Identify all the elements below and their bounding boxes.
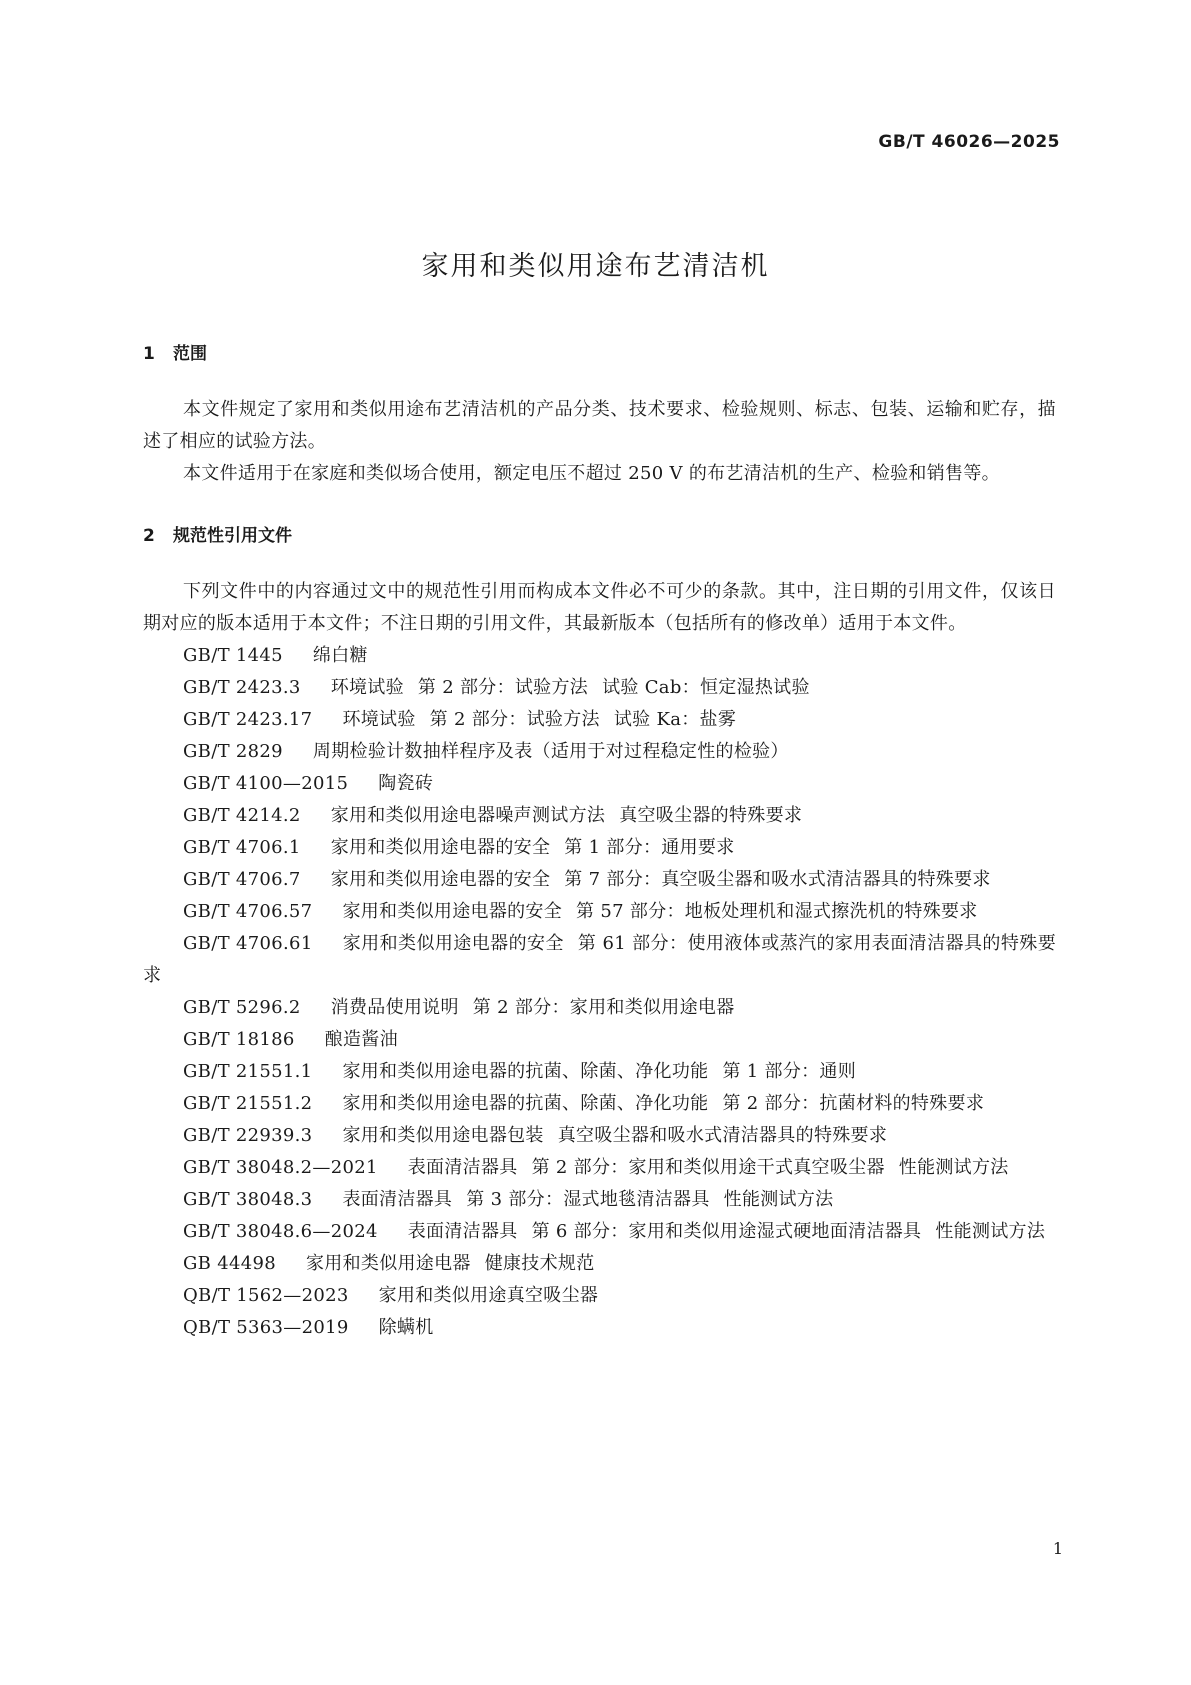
section-title: 范围 xyxy=(173,344,207,364)
standard-code: GB/T 46026—2025 xyxy=(878,132,1060,152)
reference-title-part: 性能测试方法 xyxy=(723,1189,834,1210)
reference-item xyxy=(143,1312,1056,1344)
reference-item xyxy=(143,1280,1056,1312)
reference-title-part: 第 1 部分：通则 xyxy=(722,1061,857,1082)
section-title: 规范性引用文件 xyxy=(173,526,292,546)
reference-code: GB/T 38048.3 xyxy=(183,1189,313,1210)
reference-title-part: 家用和类似用途真空吸尘器 xyxy=(378,1285,599,1306)
page-number: 1 xyxy=(1052,1539,1063,1558)
reference-code: GB/T 2423.3 xyxy=(183,677,301,698)
reference-title-part: 表面清洁器具 xyxy=(407,1221,518,1242)
reference-title-part: 家用和类似用途电器噪声测试方法 xyxy=(330,805,606,826)
document-title: 家用和类似用途布艺清洁机 xyxy=(421,251,770,282)
reference-code: QB/T 1562—2023 xyxy=(183,1285,349,1306)
reference-title-part: 家用和类似用途电器的抗菌、除菌、净化功能 xyxy=(342,1061,709,1082)
reference-title-part: 陶瓷砖 xyxy=(378,773,434,794)
reference-item xyxy=(143,992,1056,1024)
reference-code: GB/T 22939.3 xyxy=(183,1125,313,1146)
document-body xyxy=(143,344,1057,1344)
reference-title-part: 第 1 部分：通用要求 xyxy=(564,837,735,858)
section-heading-scope xyxy=(143,340,1056,368)
reference-title-part: 第 2 部分：家用和类似用途干式真空吸尘器 xyxy=(531,1157,885,1178)
reference-title-part: 表面清洁器具 xyxy=(342,1189,453,1210)
reference-title-part: 酿造酱油 xyxy=(324,1029,398,1050)
reference-item xyxy=(143,896,1056,928)
reference-list xyxy=(143,640,1056,1344)
reference-title-part: 第 2 部分：家用和类似用途电器 xyxy=(472,997,735,1018)
reference-title-part: 真空吸尘器的特殊要求 xyxy=(619,805,803,826)
reference-code: GB/T 38048.6—2024 xyxy=(183,1221,378,1242)
reference-title-part: 试验 Cab：恒定湿热试验 xyxy=(602,677,810,698)
reference-title-part: 第 7 部分：真空吸尘器和吸水式清洁器具的特殊要求 xyxy=(564,869,991,890)
reference-title-part: 试验 Ka：盐雾 xyxy=(613,709,737,730)
reference-title-part: 第 3 部分：湿式地毯清洁器具 xyxy=(466,1189,710,1210)
reference-title-part: 第 2 部分：试验方法 xyxy=(429,709,600,730)
reference-item xyxy=(143,640,1056,672)
reference-item xyxy=(143,1216,1056,1248)
reference-item xyxy=(143,928,1056,992)
reference-item xyxy=(143,1024,1056,1056)
reference-title-part: 真空吸尘器和吸水式清洁器具的特殊要求 xyxy=(557,1125,888,1146)
reference-item xyxy=(143,1152,1056,1184)
reference-title-part: 第 57 部分：地板处理机和湿式擦洗机的特殊要求 xyxy=(576,901,978,922)
reference-title-part: 周期检验计数抽样程序及表（适用于对过程稳定性的检验） xyxy=(312,741,789,762)
references-intro-paragraph: 下列文件中的内容通过文中的规范性引用而构成本文件必不可少的条款。其中，注日期的引用文件，仅该日期对应的版本适用于本文件；不注日期的引用文件，其最新版本（包括所有的修改单）适用于本文件。 xyxy=(143,581,1056,634)
reference-code: GB/T 4706.57 xyxy=(183,901,313,922)
reference-item xyxy=(143,832,1056,864)
reference-code: GB/T 2829 xyxy=(183,741,283,762)
section-heading-normative-references xyxy=(143,522,1056,550)
reference-code: GB/T 18186 xyxy=(183,1029,295,1050)
scope-paragraph: 本文件规定了家用和类似用途布艺清洁机的产品分类、技术要求、检验规则、标志、包装、运输和贮存，描述了相应的试验方法。 xyxy=(143,399,1056,452)
reference-code: GB/T 4214.2 xyxy=(183,805,301,826)
section-number: 2 xyxy=(143,526,155,546)
reference-title-part: 环境试验 xyxy=(330,677,404,698)
reference-title-part: 家用和类似用途电器包装 xyxy=(342,1125,544,1146)
reference-item xyxy=(143,1056,1056,1088)
reference-title-part: 家用和类似用途电器 xyxy=(306,1253,471,1274)
reference-title-part: 健康技术规范 xyxy=(484,1253,595,1274)
reference-item xyxy=(143,672,1056,704)
reference-title-part: 环境试验 xyxy=(342,709,416,730)
reference-code: QB/T 5363—2019 xyxy=(183,1317,349,1338)
reference-code: GB/T 4100—2015 xyxy=(183,773,349,794)
reference-code: GB/T 4706.61 xyxy=(183,933,313,954)
reference-title-part: 第 2 部分：试验方法 xyxy=(417,677,589,698)
reference-code: GB/T 2423.17 xyxy=(183,709,313,730)
reference-item xyxy=(143,736,1056,768)
reference-title-part: 第 6 部分：家用和类似用途湿式硬地面清洁器具 xyxy=(531,1221,922,1242)
reference-title-part: 除螨机 xyxy=(378,1317,434,1338)
reference-item xyxy=(143,800,1056,832)
reference-code: GB 44498 xyxy=(183,1253,276,1274)
reference-title-part: 性能测试方法 xyxy=(898,1157,1009,1178)
reference-title-part: 第 61 部分：使用液体或蒸汽的家用表面清洁器具的特殊要求 xyxy=(143,933,1057,986)
section-number: 1 xyxy=(143,344,155,364)
reference-title-part: 绵白糖 xyxy=(312,645,368,666)
reference-code: GB/T 21551.1 xyxy=(183,1061,313,1082)
reference-item xyxy=(143,1248,1056,1280)
reference-title-part: 性能测试方法 xyxy=(935,1221,1046,1242)
reference-title-part: 表面清洁器具 xyxy=(407,1157,518,1178)
reference-title-part: 家用和类似用途电器的抗菌、除菌、净化功能 xyxy=(342,1093,709,1114)
reference-title-part: 家用和类似用途电器的安全 xyxy=(330,869,551,890)
reference-item xyxy=(143,1184,1056,1216)
reference-title-part: 家用和类似用途电器的安全 xyxy=(342,901,563,922)
reference-item xyxy=(143,1088,1056,1120)
reference-title-part: 第 2 部分：抗菌材料的特殊要求 xyxy=(722,1093,985,1114)
reference-item xyxy=(143,768,1056,800)
reference-title-part: 家用和类似用途电器的安全 xyxy=(330,837,551,858)
reference-item xyxy=(143,1120,1056,1152)
reference-code: GB/T 4706.1 xyxy=(183,837,301,858)
reference-title-part: 消费品使用说明 xyxy=(330,997,459,1018)
reference-code: GB/T 5296.2 xyxy=(183,997,301,1018)
reference-code: GB/T 1445 xyxy=(183,645,283,666)
reference-item xyxy=(143,864,1056,896)
reference-item xyxy=(143,704,1056,736)
reference-title-part: 家用和类似用途电器的安全 xyxy=(342,933,564,954)
scope-paragraph: 本文件适用于在家庭和类似场合使用，额定电压不超过 250 V 的布艺清洁机的生产、检验和销售等。 xyxy=(183,463,1000,484)
reference-code: GB/T 4706.7 xyxy=(183,869,301,890)
reference-code: GB/T 38048.2—2021 xyxy=(183,1157,378,1178)
reference-code: GB/T 21551.2 xyxy=(183,1093,313,1114)
